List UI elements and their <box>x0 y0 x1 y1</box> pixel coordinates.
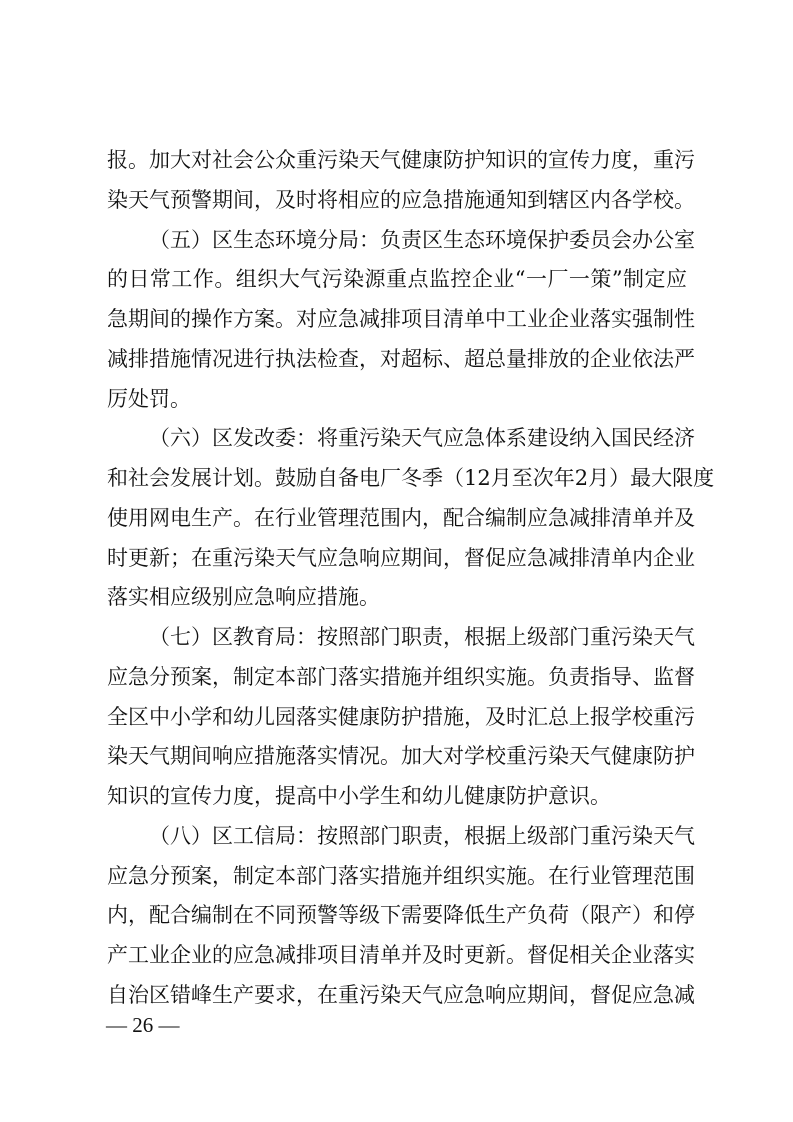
text-line: （八）区工信局：按照部门职责，根据上级部门重污染天气 <box>149 823 695 848</box>
text-line: （七）区教育局：按照部门职责，根据上级部门重污染天气 <box>149 625 695 649</box>
text-line: 自治区错峰生产要求，在重污染天气应急响应期间，督促应急减 <box>107 982 695 1007</box>
text-line: 和社会发展计划。鼓励自备电厂冬季（12月至次年2月）最大限度 <box>107 466 715 490</box>
text-line: 内，配合编制在不同预警等级下需要降低生产负荷（限产）和停 <box>107 903 695 928</box>
text-line: 产工业企业的应急减排项目清单并及时更新。督促相关企业落实 <box>107 943 695 967</box>
text-line: 染天气期间响应措施落实情况。加大对学校重污染天气健康防护 <box>107 744 695 769</box>
page-number: — 26 — <box>106 1013 180 1037</box>
text-line: 染天气预警期间，及时将相应的应急措施通知到辖区内各学校。 <box>107 187 695 212</box>
text-line: 减排措施情况进行执法检查，对超标、超总量排放的企业依法严 <box>107 346 695 371</box>
body-text <box>107 141 715 1016</box>
text-line: 厉处罚。 <box>107 386 191 411</box>
text-line: 落实相应级别应急响应措施。 <box>107 585 380 610</box>
text-line: 应急分预案，制定本部门落实措施并组织实施。在行业管理范围 <box>107 863 695 888</box>
text-line: 时更新；在重污染天气应急响应期间，督促应急减排清单内企业 <box>107 545 695 570</box>
text-line: 全区中小学和幼儿园落实健康防护措施，及时汇总上报学校重污 <box>107 704 695 729</box>
text-line: 的日常工作。组织大气污染源重点监控企业“一厂一策”制定应 <box>107 267 687 292</box>
text-line: （五）区生态环境分局：负责区生态环境保护委员会办公室 <box>149 227 695 252</box>
text-line: 知识的宣传力度，提高中小学生和幼儿健康防护意识。 <box>107 784 611 808</box>
text-line: 急期间的操作方案。对应急减排项目清单中工业企业落实强制性 <box>107 307 695 331</box>
text-line: 报。加大对社会公众重污染天气健康防护知识的宣传力度，重污 <box>107 148 695 172</box>
text-line: 使用网电生产。在行业管理范围内，配合编制应急减排清单并及 <box>107 505 695 530</box>
text-line: （六）区发改委：将重污染天气应急体系建设纳入国民经济 <box>149 426 695 451</box>
text-line: 应急分预案，制定本部门落实措施并组织实施。负责指导、监督 <box>107 664 695 689</box>
